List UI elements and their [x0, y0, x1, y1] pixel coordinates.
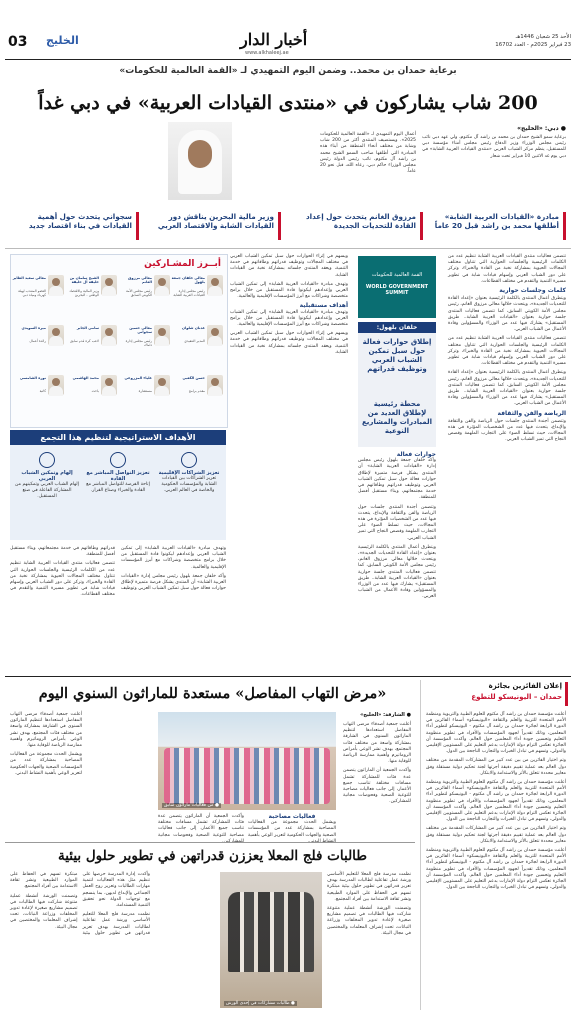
col-mid-para: وأكد خلفان جمعة بلهول رئيس مجلس إدارة «القيادات العربية الشابة» أن المنتدى يشكل فرصة متميزة لإطلاق حوارات فعالة حول سبل تمكين الشباب العربي وتوظيف قدراتهم وطاقاتهم في خدمة مجتمعاتهم، وبناء مستقبل أفضل للمنطقة.: [358, 458, 436, 501]
participant-role: كاتبة: [39, 389, 46, 393]
section-title: أخبار الدار: [240, 30, 308, 49]
participant-photo: [101, 375, 117, 395]
col-right: [448, 254, 566, 674]
participant-photo: [48, 275, 64, 295]
participant-photo: [101, 325, 117, 345]
highlight-3: وزير مالية البحرين يناقش دور القيادات الشابة والاقتصاد العربي: [157, 212, 274, 230]
participant-name: عدنان شلوان: [181, 326, 205, 330]
marathon-subtitle: فعاليات مصاحبة: [268, 813, 316, 820]
participant-photo: [154, 275, 170, 295]
participant-name: معالي مرزوق الغانم: [128, 276, 152, 285]
participant-role: العضو المنتدب لهيئة كهرباء ومياه دبي: [18, 289, 46, 298]
col-far-left: [10, 546, 226, 674]
unesco-label: إعلان الفائزين بجائزة: [488, 682, 562, 690]
marathon-col-1: [343, 722, 411, 805]
story-lead-right: برعاية سمو الشيخ حمدان بن محمد بن راشد آل مكتوم، ولي عهد دبي نائب رئيس مجلس الوزراء وزير الدفاع رئيس مجلس أمناء مؤسسة دبي للمستقبل، ينظم مركز الشباب العربي «منتدى القيادات العربية الشابة» في دبي يوم غد الاثنين 10 فبراير تحت شعار: [422, 135, 566, 159]
strategy-item-1-text: تعزيز الشراكات بين القيادات الشابة والمؤسسات الحكومية والخاصة في العالم العربي.: [161, 476, 217, 494]
participant-name: ميرة السويدي: [21, 326, 46, 330]
highlight-marker: [136, 212, 139, 240]
strategy-item-1: [156, 452, 222, 495]
strategy-item-3-text: إلهام الشباب العربي وتمكينهم من المشاركة الفاعلة في صنع المستقبل.: [15, 482, 79, 500]
marathon-col-4: [10, 712, 82, 838]
participant-photo: [154, 375, 170, 395]
participant-role: وزير المالية والاقتصاد الوطني - البحرين: [69, 289, 99, 298]
participant-name: معالي سعيد الطاير: [12, 276, 46, 280]
participant-name: سامي الجابر: [76, 326, 99, 330]
participant-name: معالي حسين سجواني: [129, 326, 152, 335]
highlight-2: مرزوق الغانم يتحدث حول إعداد القادة للتحديات الجديدة: [305, 212, 416, 230]
falaj-headline: طالبات فلج المعلا يعززن قدراتهن في تطوير حلول بيئية: [57, 848, 368, 864]
strategy-item-2: [85, 452, 151, 494]
highlights-strip: [5, 206, 571, 246]
participant-card: [14, 275, 64, 321]
col-right-para-3: وتتضمن أجندة المنتدى جلسات حول الرياضة والفن والثقافة والإبداع، يتحدث فيها عدد من الشخصيات المؤثرة في هذه المجالات، حيث تسلط الضوء على التجارب الملهمة وقصص النجاح التي تميز الشباب العربي.: [448, 418, 566, 443]
col-mid-para-3: ويتطرق أعمال المنتدى بالكلمة الرئيسية بعنوان «إعداد القادة للتحديات الجديدة»، ويتحدث خلالها معالي مرزوق الغانم، رئيس مجلس الأمة الكويتي السابق، كما تتضمن فعاليات المنتدى جلسة حوارية بعنوان «القيادات العربية الشابة.. طريق المستقبل» يشارك فيها عدد من الوزراء والمسؤولين وقادة الأعمال من الشباب العربي.: [358, 544, 436, 600]
participants-box: [10, 254, 228, 428]
participant-role: رئيس مجلس الأمة الكويتي السابق: [125, 289, 152, 298]
participant-card: [67, 275, 117, 321]
world-gov-logo: [358, 256, 436, 318]
marathon-headline: «مرض التهاب المفاصل» مستعدة للماراثون السنوي اليوم: [38, 685, 387, 702]
participant-card: [120, 325, 170, 371]
participant-card: [173, 325, 223, 371]
unesco-marker: [565, 682, 568, 706]
participant-card: [67, 325, 117, 371]
participant-card: [14, 375, 64, 421]
strategy-item-2-title: تعزيز التواصل المباشر مع القادة: [86, 470, 150, 482]
participant-name: نورة الشامسي: [19, 376, 46, 380]
col-right-para-2c: ويتطرق أعمال المنتدى بالكلمة الرئيسية بعنوان «إعداد القادة للتحديات الجديدة»، ويتحدث خلالها معالي مرزوق الغانم، رئيس مجلس الأمة الكويتي السابق، كما تتضمن فعاليات المنتدى جلسة حوارية بعنوان «القيادات العربية الشابة.. طريق المستقبل» يشارك فيها عدد من الوزراء والمسؤولين وقادة الأعمال من الشباب العربي.: [448, 370, 566, 407]
highlight-marker: [278, 212, 281, 240]
strategy-icon: [181, 452, 197, 468]
story-lead-left: أعمال اليوم التمهيدي لـ «القمة العالمية للحكومات 2025». ويستضيف المنتدى أكثر من 200 شاب وشابة من مختلف أنحاء المنطقة من أبناء هذه المبادرة التي أطلقها صاحب السمو الشيخ محمد بن راشد آل مكتوم، نائب رئيس الدولة رئيس مجلس الوزراء حاكم دبي، رعاه الله، قبل نحو 20 عاماً.: [320, 132, 416, 175]
date-line-1: الأحد 25 شعبان 1446هـ: [515, 34, 571, 40]
falaj-para-2: وتضمنت الورشة أنشطة عملية متنوعة شاركت فيها الطالبات في تصميم مشاريع صغيرة لإعادة تدوير المخلفات وزراعة النباتات، تحت إشراف المعلمات والمختصين في مجال البيئة.: [327, 906, 411, 936]
strategy-icon: [39, 452, 55, 468]
participant-card: [67, 375, 117, 421]
masthead-divider: [5, 59, 571, 60]
participant-name: معالي خلفان جمعة بلهول: [171, 276, 205, 285]
strategy-icon: [110, 452, 126, 468]
falaj-divider: [5, 842, 415, 843]
col-right-para-2b: تتضمن فعاليات منتدى القيادات العربية الشابة تنظيم عدد من الكلمات الرئيسية والجلسات الحوارية التي تتناول مختلف المجالات الحيوية بمشاركة نخبة من القادة والخبراء، وتركز على دور الشباب العربي وإسهام قيادات شابة في تطوير مسيرة التنمية والتقدم في مختلف القطاعات.: [448, 336, 566, 367]
page-number: 03: [8, 34, 28, 50]
participant-card: [14, 325, 64, 371]
col-far-left-para: وتهدف مبادرة «القيادات العربية الشابة» إلى تمكين الشباب العربي وإعدادهم ليكونوا قادة المستقبل من خلال برامج متخصصة وشراكات مع أبرز المؤسسات الإقليمية والعالمية.: [121, 546, 226, 570]
col-left-subtitle: أهداف مستقبلية: [299, 302, 348, 310]
participant-photo: [207, 275, 223, 295]
marathon-para-2: وأكدت الجمعية أن الماراثون يتضمن عدة فئات للمشاركة تشمل مسافات مختلفة تناسب جميع الأعمار، إلى جانب فعاليات مصاحبة للتوعية الصحية وفحوصات مجانية للمشاركين.: [343, 768, 411, 805]
newspaper-logo: الخليج: [46, 34, 79, 47]
col-right-subtitle-2: الرياضة والفن والثقافة: [497, 409, 566, 417]
unesco-para-3: أعلنت مؤسسة حمدان بن راشد آل مكتوم للعلوم الطبية والتربوية ومنظمة الأمم المتحدة للتربية والعلم والثقافة «اليونيسكو» أسماء الفائزين في الدورة الرابعة لجائزة حمدان بن راشد آل مكتوم - اليونيسكو لتطوير أداء المعلمين، وذلك تقديراً لجهود المؤسسات والأفراد في تطوير منظومة التعليم وتحسين جودة أداء المعلمين حول العالم. وأكدت المؤسسة أن الجائزة تعكس التزام دولة الإمارات بدعم التعليم على المستويين الإقليمي والدولي، وتسهم في تبادل الخبرات والتجارب الناجحة بين الدول.: [426, 780, 566, 823]
unesco-para-1: أعلنت مؤسسة حمدان بن راشد آل مكتوم للعلوم الطبية والتربوية ومنظمة الأمم المتحدة للتربية والعلم والثقافة «اليونيسكو» أسماء الفائزين في الدورة الرابعة لجائزة حمدان بن راشد آل مكتوم - اليونيسكو لتطوير أداء المعلمين، وذلك تقديراً لجهود المؤسسات والأفراد في تطوير منظومة التعليم وتحسين جودة أداء المعلمين حول العالم. وأكدت المؤسسة أن الجائزة تعكس التزام دولة الإمارات بدعم التعليم على المستويين الإقليمي والدولي، وتسهم في تبادل الخبرات والتجارب الناجحة بين الدول.: [426, 712, 566, 755]
logo-ar: القمة العالمية للحكومات: [371, 272, 423, 278]
runner-crowd: [164, 748, 330, 804]
students-group: [228, 892, 314, 972]
falaj-para-3: وأكدت إدارة المدرسة حرصها على تنظيم مثل هذه الفعاليات لتنمية مهارات الطالبات وتعزيز روح العمل الجماعي والإبداع لديهن، بما ينسجم مع توجهات الدولة نحو تحقيق التنمية المستدامة.: [82, 872, 150, 909]
participant-name: محمد الهاشمي: [72, 376, 99, 380]
marathon-para-1: أعلنت جمعية أصدقاء مرضى التهاب المفاصل استعدادها لتنظيم الماراثون السنوي في الشارقة بمشاركة واسعة من مختلف فئات المجتمع، بهدف نشر الوعي بأمراض الروماتيزم وأهمية ممارسة الرياضة للوقاية منها.: [343, 722, 411, 765]
falaj-photo: [220, 872, 322, 1008]
callout-quote-2: محطة رئيسية لإطلاق العديد من المبادرات والمشاريع النوعية: [362, 400, 432, 435]
callout-title: خلفان بلهول:: [358, 322, 436, 333]
participant-photo: [207, 375, 223, 395]
col-left-para-1: ويسهم في إثراء الحوارات حول سبل تمكين الشباب العربي في مختلف المجالات وتوظيف قدراتهم وطاقاتهم في خدمة التنمية، ويعقد المنتدى جلساته بمشاركة نخبة من القيادات الشابة.: [230, 254, 348, 278]
participant-role: مستشارة: [138, 389, 152, 393]
falaj-para-5: وتضمنت الورشة أنشطة عملية متنوعة شاركت فيها الطالبات في تصميم مشاريع صغيرة لإعادة تدوير المخلفات وزراعة النباتات، تحت إشراف المعلمات والمختصين في مجال البيئة.: [10, 893, 78, 930]
col-far-left-para-2: وأكد خلفان جمعة بلهول رئيس مجلس إدارة «القيادات العربية الشابة» أن المنتدى يشكل فرصة متميزة لإطلاق حوارات فعالة حول سبل تمكين الشباب العربي وتوظيف قدراتهم وطاقاتهم في خدمة مجتمعاتهم، وبناء مستقبل أفضل للمنطقة.: [10, 546, 226, 592]
col-mid-para-2: وتتضمن أجندة المنتدى جلسات حول الرياضة والفن والثقافة والإبداع، يتحدث فيها عدد من الشخصيات المؤثرة في هذه المجالات، حيث تسلط الضوء على التجارب الملهمة وقصص النجاح التي تميز الشباب العربي.: [358, 504, 436, 541]
falaj-col-1: [327, 872, 411, 1008]
unesco-label-2: حمدان – اليونيسكو للتطوع: [471, 693, 562, 701]
marathon-para-3b: وأكدت الجمعية أن الماراثون يتضمن عدة فئات للمشاركة تشمل مسافات مختلفة تناسب جميع الأعمار، إلى جانب فعاليات مصاحبة للتوعية الصحية وفحوصات مجانية: [158, 814, 244, 838]
falaj-para-1: نظمت مدرسة فلج المعلا للتعليم الأساسي ورشة عمل تفاعلية لطالبات المدرسة بهدف تعزيز قدراتهن في تطوير حلول بيئية مبتكرة تسهم في الحفاظ على الموارد الطبيعية ونشر ثقافة الاستدامة بين أفراد المجتمع.: [327, 872, 411, 902]
participant-role: باحث: [91, 389, 99, 393]
photo-caption-marathon: ● من فعاليات ماراثون سابق: [164, 803, 219, 808]
col-left-para-1b: وتهدف مبادرة «القيادات العربية الشابة» إلى تمكين الشباب العربي وإعدادهم ليكونوا قادة المستقبل من خلال برامج متخصصة وشراكات مع أبرز المؤسسات الإقليمية والعالمية.: [230, 281, 348, 300]
face-shape: [188, 140, 212, 168]
strategy-item-3: [14, 452, 80, 501]
col-left: [230, 254, 348, 454]
col-mid-subtitle: حوارات فعالة: [396, 451, 436, 458]
participant-role: لاعب كرة قدم سابق: [70, 339, 99, 343]
strategy-title: الأهداف الاستراتيجية لتنظيم هذا التجمع: [10, 430, 226, 445]
unesco-para-4: وتم اختيار الفائزين من بين عدد كبير من المشاركات المقدمة من مختلف دول العالم بعد عملية تقييم دقيقة أجرتها لجنة تحكيم دولية مستقلة وفق معايير محددة تتعلق بالأثر والاستدامة والابتكار.: [426, 826, 566, 844]
highlight-4: سجواني يتحدث حول أهمية القيادات في بناء اقتصاد جديد: [28, 212, 132, 230]
strategy-item-3-title: إلهام وتمكين الشباب العربي: [21, 470, 73, 482]
strategy-box: [10, 430, 226, 540]
participant-role: رائدة أعمال: [29, 339, 46, 343]
logo-en: WORLD GOVERNMENT SUMMIT: [365, 284, 429, 296]
falaj-para-4: نظمت مدرسة فلج المعلا للتعليم الأساسي ورشة عمل تفاعلية لطالبات المدرسة بهدف تعزيز قدراتهن في تطوير حلول بيئية مبتكرة تسهم في الحفاظ على الموارد الطبيعية ونشر ثقافة الاستدامة بين أفراد المجتمع.: [10, 872, 150, 936]
marathon-para-5: ويشمل الحدث مجموعة من الفعاليات المصاحبة بمشاركة عدد من المؤسسات الصحية والجهات الحكومية لتعزيز الوعي بأهمية النشاط البدني.: [10, 752, 82, 776]
section-divider: [5, 676, 571, 677]
marathon-para-4: أعلنت جمعية أصدقاء مرضى التهاب المفاصل استعدادها لتنظيم الماراثون السنوي في الشارقة بمشاركة واسعة من مختلف فئات المجتمع، بهدف نشر الوعي بأمراض الروماتيزم وأهمية ممارسة الرياضة للوقاية منها.: [10, 712, 82, 749]
hamdan-photo: [168, 122, 232, 200]
callout-box: [358, 322, 436, 447]
col-right-subtitle-1: كلمات وجلسات حوارية: [499, 287, 566, 295]
unesco-para-5: أعلنت مؤسسة حمدان بن راشد آل مكتوم للعلوم الطبية والتربوية ومنظمة الأمم المتحدة للتربية والعلم والثقافة «اليونيسكو» أسماء الفائزين في الدورة الرابعة لجائزة حمدان بن راشد آل مكتوم - اليونيسكو لتطوير أداء المعلمين، وذلك تقديراً لجهود المؤسسات والأفراد في تطوير منظومة التعليم وتحسين جودة أداء المعلمين حول العالم. وأكدت المؤسسة أن الجائزة تعكس التزام دولة الإمارات بدعم التعليم على المستويين الإقليمي والدولي، وتسهم في تبادل الخبرات والتجارب الناجحة بين الدول.: [426, 848, 566, 891]
participant-photo: [101, 275, 117, 295]
marathon-dateline: ● الشارقة: «الخليج»: [360, 712, 411, 718]
col-right-para-1: تتضمن فعاليات منتدى القيادات العربية الشابة تنظيم عدد من الكلمات الرئيسية والجلسات الحوارية التي تتناول مختلف المجالات الحيوية بمشاركة نخبة من القادة والخبراء، وتركز على دور الشباب العربي وإسهام قيادات شابة في تطوير مسيرة التنمية والتقدم في مختلف القطاعات.: [448, 254, 566, 284]
participant-role: رئيس مجلس إدارة القيادات العربية الشابة: [173, 289, 205, 298]
col-right-para-2: ويتطرق أعمال المنتدى بالكلمة الرئيسية بعنوان «إعداد القادة للتحديات الجديدة»، ويتحدث خلالها معالي مرزوق الغانم، رئيس مجلس الأمة الكويتي السابق، كما تتضمن فعاليات المنتدى جلسة حوارية بعنوان «القيادات العربية الشابة.. طريق المستقبل» يشارك فيها عدد من الوزراء والمسؤولين وقادة الأعمال من الشباب العربي.: [448, 296, 566, 333]
participant-card: [173, 375, 223, 421]
participant-photo: [154, 325, 170, 345]
col-left-para-2: وتهدف مبادرة «القيادات العربية الشابة» إلى تمكين الشباب العربي وإعدادهم ليكونوا قادة المستقبل من خلال برامج متخصصة وشراكات مع أبرز المؤسسات الإقليمية والعالمية.: [230, 309, 348, 328]
highlight-1: مبادرة «القيادات العربية الشابة» أطلقها محمد بن راشد قبل 20 عاماً: [434, 212, 559, 230]
participants-title: أبــرز المشـاركين: [144, 259, 221, 269]
callout-quote-1: إطلاق حوارات فعالة حول سبل تمكين الشباب العربي وتوظيف قدراتهم: [362, 338, 432, 373]
unesco-para-2: وتم اختيار الفائزين من بين عدد كبير من المشاركات المقدمة من مختلف دول العالم بعد عملية تقييم دقيقة أجرتها لجنة تحكيم دولية مستقلة وفق معايير محددة تتعلق بالأثر والاستدامة والابتكار.: [426, 758, 566, 776]
col-mid: [358, 452, 436, 672]
highlights-divider: [5, 248, 571, 249]
story-dateline: ● دبي: «الخليج»: [517, 125, 566, 132]
participant-card: [120, 375, 170, 421]
story-kicker: برعاية حمدان بن محمد.. وضمن اليوم التمهيدي لـ «القمة العالمية للحكومات»: [119, 66, 457, 76]
participant-role: مقدم برامج: [188, 389, 205, 393]
col-far-left-para-3: تتضمن فعاليات منتدى القيادات العربية الشابة تنظيم عدد من الكلمات الرئيسية والجلسات الحوارية التي تتناول مختلف المجالات الحيوية بمشاركة نخبة من القادة والخبراء، وتركز على دور الشباب العربي وإسهام قيادات شابة في تطوير مسيرة التنمية والتقدم في مختلف القطاعات.: [10, 561, 115, 598]
photo-caption-falaj: ● طالبات مشاركات في إحدى الورش: [226, 1001, 295, 1006]
story-headline: 200 شاب يشاركون في «منتدى القيادات العربية» في دبي غداً: [38, 92, 538, 114]
highlight-marker: [563, 212, 566, 240]
participant-name: علياء المزروعي: [124, 376, 152, 380]
strategy-item-1-title: تعزيز الشراكات الإقليمية: [158, 470, 220, 476]
participant-card: [120, 275, 170, 321]
marathon-col-3: [158, 814, 244, 838]
site-url: www.alkhaleej.ae: [245, 50, 289, 56]
marathon-photo: [158, 712, 336, 810]
marathon-col-2: [248, 814, 336, 838]
participant-photo: [207, 325, 223, 345]
marathon-para-3: ويشمل الحدث مجموعة من الفعاليات المصاحبة بمشاركة عدد من المؤسسات الصحية والجهات الحكومية لتعزيز الوعي بأهمية: [248, 820, 336, 838]
strategy-item-2-text: إتاحة الفرصة للتواصل المباشر مع القادة والخبراء وصناع القرار.: [86, 482, 150, 494]
participant-photo: [48, 325, 64, 345]
unesco-text: [426, 712, 566, 1008]
participant-name: الشيخ سلمان بن خليفة آل خليفة: [69, 276, 99, 285]
unesco-divider: [420, 680, 421, 1010]
unesco-box: [424, 680, 568, 1010]
highlight-marker: [420, 212, 423, 240]
falaj-col-2: [10, 872, 150, 1008]
participant-name: حسن الكعبي: [182, 376, 205, 380]
participant-photo: [48, 375, 64, 395]
participant-card: [173, 275, 223, 321]
participant-role: رئيس مجلس إدارة داماك: [125, 339, 152, 348]
masthead: [0, 0, 576, 60]
col-left-para-3: ويسهم في إثراء الحوارات حول سبل تمكين الشباب العربي في مختلف المجالات وتوظيف قدراتهم وطاقاتهم في خدمة التنمية، ويعقد المنتدى جلساته بمشاركة نخبة من القيادات الشابة.: [230, 331, 348, 355]
participant-role: المدير التنفيذي: [184, 339, 205, 343]
date-line-2: 23 فبراير 2025م - العدد 16702: [495, 42, 571, 48]
